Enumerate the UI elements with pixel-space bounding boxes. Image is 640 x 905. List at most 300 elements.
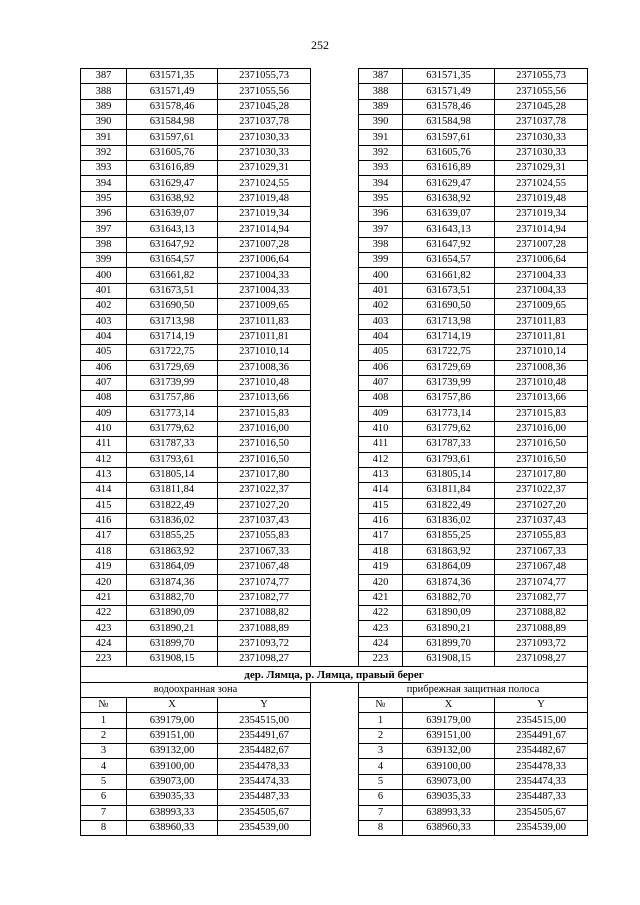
x-coordinate: 631787,33 <box>127 437 218 452</box>
y-coordinate: 2371055,83 <box>495 529 588 544</box>
x-coordinate: 631863,92 <box>403 544 495 559</box>
point-number: 423 <box>81 621 127 636</box>
point-number: 387 <box>359 69 403 84</box>
point-number: 421 <box>81 590 127 605</box>
x-coordinate: 631629,47 <box>403 176 495 191</box>
table-row <box>81 421 588 436</box>
point-number: 422 <box>81 606 127 621</box>
header-row <box>81 698 588 713</box>
table-row <box>81 621 588 636</box>
y-coordinate: 2354474,33 <box>218 774 311 789</box>
left-caption: водоохранная зона <box>81 682 311 697</box>
point-number: 402 <box>81 299 127 314</box>
y-coordinate: 2371045,28 <box>495 99 588 114</box>
point-number: 5 <box>81 774 127 789</box>
x-coordinate: 631836,02 <box>403 513 495 528</box>
x-coordinate: 631629,47 <box>127 176 218 191</box>
x-coordinate: 631729,69 <box>127 360 218 375</box>
table-gap <box>311 99 359 114</box>
y-coordinate: 2371004,33 <box>495 268 588 283</box>
table-row <box>81 115 588 130</box>
table-gap <box>311 176 359 191</box>
table-row <box>81 329 588 344</box>
table-row <box>81 513 588 528</box>
x-coordinate: 639151,00 <box>127 728 218 743</box>
y-coordinate: 2371055,56 <box>218 84 311 99</box>
table-gap <box>311 406 359 421</box>
section-title: дер. Лямца, р. Лямца, правый берег <box>81 667 588 682</box>
y-coordinate: 2371074,77 <box>218 575 311 590</box>
y-coordinate: 2371007,28 <box>218 237 311 252</box>
y-coordinate: 2371037,78 <box>218 115 311 130</box>
table-gap <box>311 529 359 544</box>
x-coordinate: 631874,36 <box>403 575 495 590</box>
x-coordinate: 638993,33 <box>403 805 495 820</box>
point-number: 412 <box>81 452 127 467</box>
y-coordinate: 2371019,48 <box>218 191 311 206</box>
point-number: 2 <box>81 728 127 743</box>
table-gap <box>311 805 359 820</box>
table-row <box>81 790 588 805</box>
y-coordinate: 2371082,77 <box>495 590 588 605</box>
table-row <box>81 69 588 84</box>
x-coordinate: 639073,00 <box>403 774 495 789</box>
point-number: 400 <box>81 268 127 283</box>
point-number: 423 <box>359 621 403 636</box>
y-coordinate: 2371055,73 <box>495 69 588 84</box>
table-gap <box>311 299 359 314</box>
point-number: 409 <box>359 406 403 421</box>
x-coordinate: 631571,49 <box>127 84 218 99</box>
table-gap <box>311 345 359 360</box>
y-coordinate: 2371093,72 <box>495 636 588 651</box>
point-number: 389 <box>81 99 127 114</box>
y-coordinate: 2354505,67 <box>218 805 311 820</box>
x-coordinate: 631773,14 <box>127 406 218 421</box>
y-coordinate: 2371088,82 <box>495 606 588 621</box>
point-number: 7 <box>81 805 127 820</box>
point-number: 413 <box>359 467 403 482</box>
table-row <box>81 145 588 160</box>
point-number: 399 <box>359 253 403 268</box>
table-gap <box>311 237 359 252</box>
point-number: 415 <box>81 498 127 513</box>
x-coordinate: 631890,21 <box>127 621 218 636</box>
y-coordinate: 2371088,89 <box>495 621 588 636</box>
y-coordinate: 2354478,33 <box>495 759 588 774</box>
table-row <box>81 130 588 145</box>
point-number: 387 <box>81 69 127 84</box>
upper-coordinates-body <box>81 69 588 667</box>
point-number: 414 <box>359 483 403 498</box>
table-gap <box>311 467 359 482</box>
y-coordinate: 2371017,80 <box>218 467 311 482</box>
y-coordinate: 2371088,82 <box>218 606 311 621</box>
table-gap <box>311 483 359 498</box>
y-coordinate: 2371010,48 <box>495 375 588 390</box>
y-coordinate: 2371013,66 <box>218 391 311 406</box>
point-number: 403 <box>359 314 403 329</box>
point-number: 6 <box>359 790 403 805</box>
table-row <box>81 375 588 390</box>
x-coordinate: 631863,92 <box>127 544 218 559</box>
x-coordinate: 631899,70 <box>127 636 218 651</box>
y-coordinate: 2371030,33 <box>218 145 311 160</box>
x-coordinate: 631779,62 <box>403 421 495 436</box>
header-x: X <box>127 698 218 713</box>
point-number: 392 <box>81 145 127 160</box>
y-coordinate: 2354491,67 <box>495 728 588 743</box>
x-coordinate: 631722,75 <box>127 345 218 360</box>
point-number: 6 <box>81 790 127 805</box>
table-row <box>81 636 588 651</box>
point-number: 400 <box>359 268 403 283</box>
x-coordinate: 631757,86 <box>127 391 218 406</box>
table-gap <box>311 744 359 759</box>
point-number: 394 <box>81 176 127 191</box>
point-number: 2 <box>359 728 403 743</box>
y-coordinate: 2371016,50 <box>495 437 588 452</box>
x-coordinate: 631874,36 <box>127 575 218 590</box>
y-coordinate: 2371010,14 <box>495 345 588 360</box>
y-coordinate: 2371037,43 <box>495 513 588 528</box>
x-coordinate: 631639,07 <box>403 207 495 222</box>
table-gap <box>311 84 359 99</box>
x-coordinate: 631811,84 <box>403 483 495 498</box>
point-number: 402 <box>359 299 403 314</box>
x-coordinate: 631713,98 <box>403 314 495 329</box>
y-coordinate: 2371016,00 <box>218 421 311 436</box>
y-coordinate: 2371004,33 <box>218 283 311 298</box>
y-coordinate: 2371006,64 <box>495 253 588 268</box>
table-row <box>81 299 588 314</box>
table-row <box>81 452 588 467</box>
x-coordinate: 631908,15 <box>403 652 495 667</box>
table-row <box>81 161 588 176</box>
table-row <box>81 498 588 513</box>
point-number: 422 <box>359 606 403 621</box>
x-coordinate: 631616,89 <box>403 161 495 176</box>
point-number: 406 <box>81 360 127 375</box>
table-gap <box>311 652 359 667</box>
point-number: 408 <box>81 391 127 406</box>
coordinates-table <box>80 68 588 836</box>
table-gap <box>311 636 359 651</box>
y-coordinate: 2371015,83 <box>495 406 588 421</box>
y-coordinate: 2371006,64 <box>218 253 311 268</box>
point-number: 8 <box>81 820 127 835</box>
x-coordinate: 631690,50 <box>403 299 495 314</box>
table-row <box>81 268 588 283</box>
point-number: 390 <box>359 115 403 130</box>
y-coordinate: 2371067,48 <box>495 560 588 575</box>
y-coordinate: 2354478,33 <box>218 759 311 774</box>
y-coordinate: 2371029,31 <box>218 161 311 176</box>
y-coordinate: 2354491,67 <box>218 728 311 743</box>
table-row <box>81 84 588 99</box>
x-coordinate: 631890,09 <box>403 606 495 621</box>
y-coordinate: 2371016,50 <box>218 452 311 467</box>
x-coordinate: 631584,98 <box>127 115 218 130</box>
point-number: 419 <box>81 560 127 575</box>
x-coordinate: 631643,13 <box>403 222 495 237</box>
x-coordinate: 631661,82 <box>403 268 495 283</box>
y-coordinate: 2371019,34 <box>218 207 311 222</box>
table-row <box>81 774 588 789</box>
point-number: 417 <box>81 529 127 544</box>
x-coordinate: 631899,70 <box>403 636 495 651</box>
point-number: 393 <box>81 161 127 176</box>
point-number: 418 <box>81 544 127 559</box>
y-coordinate: 2371027,20 <box>495 498 588 513</box>
y-coordinate: 2371016,00 <box>495 421 588 436</box>
table-gap <box>311 437 359 452</box>
table-gap <box>311 375 359 390</box>
y-coordinate: 2371029,31 <box>495 161 588 176</box>
y-coordinate: 2371027,20 <box>218 498 311 513</box>
point-number: 5 <box>359 774 403 789</box>
point-number: 391 <box>359 130 403 145</box>
lower-coordinates-body <box>81 713 588 836</box>
table-gap <box>311 115 359 130</box>
table-row <box>81 606 588 621</box>
table-row <box>81 652 588 667</box>
point-number: 410 <box>359 421 403 436</box>
point-number: 417 <box>359 529 403 544</box>
x-coordinate: 639073,00 <box>127 774 218 789</box>
x-coordinate: 631654,57 <box>403 253 495 268</box>
point-number: 421 <box>359 590 403 605</box>
x-coordinate: 631739,99 <box>127 375 218 390</box>
point-number: 404 <box>359 329 403 344</box>
x-coordinate: 631805,14 <box>403 467 495 482</box>
table-gap <box>311 575 359 590</box>
section-block <box>81 667 588 713</box>
table-row <box>81 820 588 835</box>
x-coordinate: 631673,51 <box>127 283 218 298</box>
table-row <box>81 222 588 237</box>
table-row <box>81 314 588 329</box>
x-coordinate: 639179,00 <box>127 713 218 728</box>
y-coordinate: 2371055,73 <box>218 69 311 84</box>
y-coordinate: 2371011,81 <box>495 329 588 344</box>
y-coordinate: 2371017,80 <box>495 467 588 482</box>
point-number: 407 <box>81 375 127 390</box>
point-number: 409 <box>81 406 127 421</box>
y-coordinate: 2371015,83 <box>218 406 311 421</box>
table-gap <box>311 391 359 406</box>
x-coordinate: 631639,07 <box>127 207 218 222</box>
x-coordinate: 631597,61 <box>403 130 495 145</box>
point-number: 398 <box>81 237 127 252</box>
x-coordinate: 631722,75 <box>403 345 495 360</box>
y-coordinate: 2371067,33 <box>495 544 588 559</box>
y-coordinate: 2354482,67 <box>495 744 588 759</box>
table-gap <box>311 191 359 206</box>
x-coordinate: 631908,15 <box>127 652 218 667</box>
x-coordinate: 638960,33 <box>127 820 218 835</box>
table-row <box>81 176 588 191</box>
y-coordinate: 2371014,94 <box>218 222 311 237</box>
table-gap <box>311 820 359 835</box>
point-number: 407 <box>359 375 403 390</box>
x-coordinate: 631779,62 <box>127 421 218 436</box>
x-coordinate: 631757,86 <box>403 391 495 406</box>
y-coordinate: 2371024,55 <box>495 176 588 191</box>
header-x: X <box>403 698 495 713</box>
point-number: 415 <box>359 498 403 513</box>
point-number: 405 <box>359 345 403 360</box>
x-coordinate: 631616,89 <box>127 161 218 176</box>
table-gap <box>311 452 359 467</box>
table-row <box>81 360 588 375</box>
y-coordinate: 2371019,48 <box>495 191 588 206</box>
table-row <box>81 560 588 575</box>
table-gap <box>311 790 359 805</box>
point-number: 4 <box>81 759 127 774</box>
point-number: 424 <box>359 636 403 651</box>
y-coordinate: 2371055,83 <box>218 529 311 544</box>
y-coordinate: 2371088,89 <box>218 621 311 636</box>
y-coordinate: 2354539,00 <box>218 820 311 835</box>
y-coordinate: 2371045,28 <box>218 99 311 114</box>
table-gap <box>311 314 359 329</box>
x-coordinate: 631805,14 <box>127 467 218 482</box>
point-number: 412 <box>359 452 403 467</box>
x-coordinate: 639151,00 <box>403 728 495 743</box>
y-coordinate: 2371004,33 <box>495 283 588 298</box>
y-coordinate: 2371009,65 <box>495 299 588 314</box>
x-coordinate: 631571,49 <box>403 84 495 99</box>
table-gap <box>311 360 359 375</box>
table-gap <box>311 513 359 528</box>
point-number: 223 <box>359 652 403 667</box>
x-coordinate: 631578,46 <box>403 99 495 114</box>
header-y: Y <box>218 698 311 713</box>
point-number: 394 <box>359 176 403 191</box>
x-coordinate: 631864,09 <box>403 560 495 575</box>
y-coordinate: 2371024,55 <box>218 176 311 191</box>
x-coordinate: 631787,33 <box>403 437 495 452</box>
y-coordinate: 2354515,00 <box>218 713 311 728</box>
table-gap <box>311 544 359 559</box>
y-coordinate: 2371098,27 <box>495 652 588 667</box>
table-gap <box>311 421 359 436</box>
table-row <box>81 207 588 222</box>
table-row <box>81 759 588 774</box>
point-number: 388 <box>359 84 403 99</box>
table-row <box>81 728 588 743</box>
y-coordinate: 2371082,77 <box>218 590 311 605</box>
table-row <box>81 744 588 759</box>
point-number: 404 <box>81 329 127 344</box>
page-number: 252 <box>311 38 329 52</box>
x-coordinate: 639179,00 <box>403 713 495 728</box>
y-coordinate: 2371055,56 <box>495 84 588 99</box>
point-number: 405 <box>81 345 127 360</box>
x-coordinate: 631864,09 <box>127 560 218 575</box>
table-row <box>81 99 588 114</box>
point-number: 410 <box>81 421 127 436</box>
point-number: 7 <box>359 805 403 820</box>
point-number: 398 <box>359 237 403 252</box>
point-number: 403 <box>81 314 127 329</box>
point-number: 413 <box>81 467 127 482</box>
x-coordinate: 631638,92 <box>127 191 218 206</box>
x-coordinate: 631811,84 <box>127 483 218 498</box>
x-coordinate: 631890,21 <box>403 621 495 636</box>
header-y: Y <box>495 698 588 713</box>
x-coordinate: 639035,33 <box>403 790 495 805</box>
y-coordinate: 2371010,14 <box>218 345 311 360</box>
y-coordinate: 2371008,36 <box>495 360 588 375</box>
x-coordinate: 631661,82 <box>127 268 218 283</box>
x-coordinate: 631855,25 <box>127 529 218 544</box>
table-gap <box>311 161 359 176</box>
x-coordinate: 638960,33 <box>403 820 495 835</box>
point-number: 420 <box>81 575 127 590</box>
point-number: 396 <box>359 207 403 222</box>
table-gap <box>311 759 359 774</box>
table-gap <box>311 253 359 268</box>
x-coordinate: 631638,92 <box>403 191 495 206</box>
y-coordinate: 2371022,37 <box>495 483 588 498</box>
point-number: 418 <box>359 544 403 559</box>
point-number: 389 <box>359 99 403 114</box>
x-coordinate: 631890,09 <box>127 606 218 621</box>
y-coordinate: 2371098,27 <box>218 652 311 667</box>
point-number: 8 <box>359 820 403 835</box>
x-coordinate: 631597,61 <box>127 130 218 145</box>
x-coordinate: 631584,98 <box>403 115 495 130</box>
point-number: 397 <box>359 222 403 237</box>
point-number: 390 <box>81 115 127 130</box>
point-number: 391 <box>81 130 127 145</box>
y-coordinate: 2371019,34 <box>495 207 588 222</box>
y-coordinate: 2371030,33 <box>218 130 311 145</box>
y-coordinate: 2371067,48 <box>218 560 311 575</box>
y-coordinate: 2354487,33 <box>218 790 311 805</box>
y-coordinate: 2371007,28 <box>495 237 588 252</box>
y-coordinate: 2371030,33 <box>495 130 588 145</box>
table-gap <box>311 728 359 743</box>
y-coordinate: 2371016,50 <box>495 452 588 467</box>
x-coordinate: 631690,50 <box>127 299 218 314</box>
y-coordinate: 2371022,37 <box>218 483 311 498</box>
point-number: 401 <box>81 283 127 298</box>
table-gap <box>311 69 359 84</box>
y-coordinate: 2371030,33 <box>495 145 588 160</box>
table-gap <box>311 621 359 636</box>
x-coordinate: 631836,02 <box>127 513 218 528</box>
y-coordinate: 2371093,72 <box>218 636 311 651</box>
table-row <box>81 437 588 452</box>
x-coordinate: 631729,69 <box>403 360 495 375</box>
x-coordinate: 631855,25 <box>403 529 495 544</box>
x-coordinate: 631571,35 <box>403 69 495 84</box>
header-number: № <box>81 698 127 713</box>
y-coordinate: 2354482,67 <box>218 744 311 759</box>
x-coordinate: 631647,92 <box>127 237 218 252</box>
y-coordinate: 2371013,66 <box>495 391 588 406</box>
table-row <box>81 544 588 559</box>
table-row <box>81 253 588 268</box>
table-row <box>81 483 588 498</box>
table-row <box>81 575 588 590</box>
table-gap <box>311 207 359 222</box>
y-coordinate: 2371011,83 <box>495 314 588 329</box>
table-gap <box>311 774 359 789</box>
